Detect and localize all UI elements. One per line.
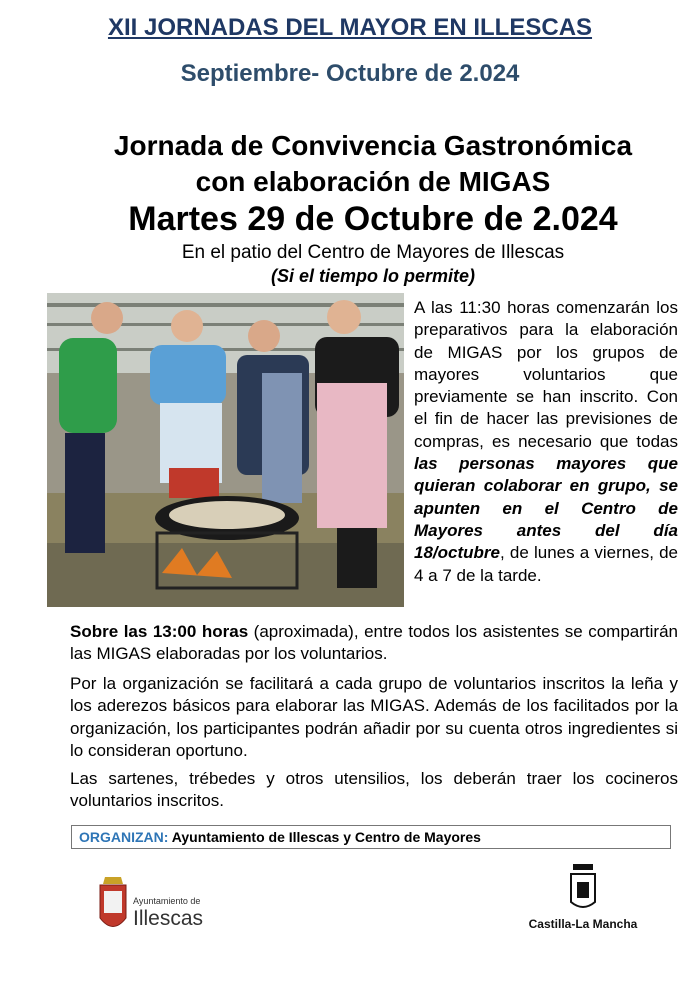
page-title: XII JORNADAS DEL MAYOR EN ILLESCAS	[107, 14, 593, 41]
organizers-box	[71, 825, 671, 849]
schedule-text	[414, 297, 678, 587]
supplies-paragraph: Por la organización se facilitará a cada grupo de voluntarios inscritos la leña y los aderezos básicos para elaborar las MIGAS. Además de los facilitados por la organización, los participantes podrán añadir por su cuenta otros ingredientes si lo consideran oportuno.	[70, 674, 678, 760]
event-condition: (Si el tiempo lo permite)	[270, 266, 476, 286]
organizers-text: Ayuntamiento de Illescas y Centro de Mayores	[168, 829, 481, 845]
meal-time: Sobre las 13:00 horas	[70, 622, 249, 641]
meal-paragraph	[70, 621, 678, 666]
organizers-label: ORGANIZAN:	[79, 829, 169, 845]
schedule-text-part2: , de lunes a viernes, de 4 a 7 de la tarde.	[414, 543, 678, 585]
illescas-logo	[96, 873, 216, 943]
schedule-text-emphasis: las personas mayores que quieran colaborar en grupo, se apunten en el Centro de Mayores antes del día 18/octubre	[414, 454, 678, 563]
logo-left-line1: Ayuntamiento de	[133, 896, 201, 906]
cooking-photo	[47, 293, 404, 607]
event-title-line2: con elaboración de MIGAS	[195, 166, 551, 197]
meal-text: (aproximada), entre todos los asistentes se compartirán las MIGAS elaboradas por los voluntarios.	[70, 622, 678, 664]
schedule-text-part1: A las 11:30 horas comenzarán los preparativos para la elaboración de MIGAS por los grupos de mayores voluntarios que previamente se han inscrito. Con el fin de hacer las previsiones de compras, es necesario que todas	[414, 298, 678, 451]
page-subtitle: Septiembre- Octubre de 2.024	[180, 60, 520, 87]
event-date: Martes 29 de Octubre de 2.024	[128, 200, 618, 238]
event-place: En el patio del Centro de Mayores de Illescas	[181, 242, 565, 263]
logo-left-line2: Illescas	[133, 907, 204, 930]
utensils-paragraph: Las sartenes, trébedes y otros utensilios, los deberán traer los cocineros voluntarios inscritos.	[70, 769, 678, 811]
logo-right-text: Castilla-La Mancha	[528, 917, 638, 931]
event-title-line1: Jornada de Convivencia Gastronómica	[113, 130, 633, 161]
castilla-la-mancha-logo	[528, 860, 638, 940]
